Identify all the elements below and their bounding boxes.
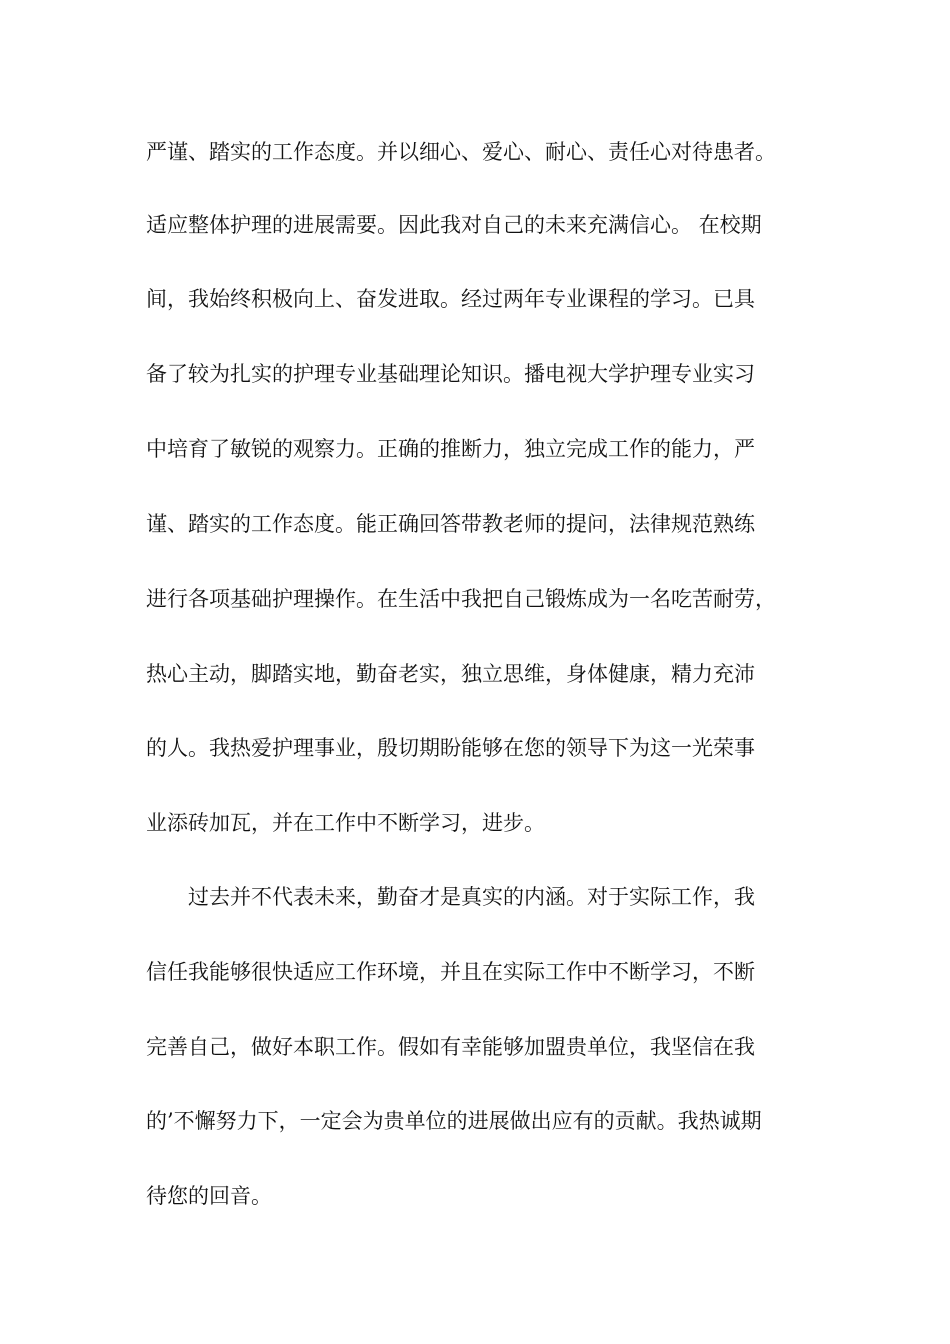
- text-line-14: 的’不懈努力下，一定会为贵单位的进展做出应有的贡献。我热诚期: [146, 1109, 762, 1133]
- text-line-15: 待您的回音。: [146, 1184, 272, 1208]
- text-line-10: 业添砖加瓦，并在工作中不断学习，进步。: [146, 811, 545, 835]
- text-line-7: 进行各项基础护理操作。在生活中我把自己锻炼成为一名吃苦耐劳，: [146, 587, 776, 611]
- text-line-6: 谨、踏实的工作态度。能正确回答带教老师的提问，法律规范熟练: [146, 512, 755, 536]
- text-line-11: 过去并不代表未来，勤奋才是真实的内涵。对于实际工作，我: [188, 885, 755, 909]
- text-line-4: 备了较为扎实的护理专业基础理论知识。播电视大学护理专业实习: [146, 362, 755, 386]
- text-line-9: 的人。我热爱护理事业，殷切期盼能够在您的领导下为这一光荣事: [146, 736, 755, 760]
- text-line-13: 完善自己，做好本职工作。假如有幸能够加盟贵单位，我坚信在我: [146, 1035, 755, 1059]
- text-line-12: 信任我能够很快适应工作环境，并且在实际工作中不断学习，不断: [146, 960, 755, 984]
- text-line-3: 间，我始终积极向上、奋发进取。经过两年专业课程的学习。已具: [146, 287, 755, 311]
- text-line-2: 适应整体护理的进展需要。因此我对自己的未来充满信心。 在校期: [146, 213, 762, 237]
- text-line-5: 中培育了敏锐的观察力。正确的推断力，独立完成工作的能力，严: [146, 437, 755, 461]
- text-line-1: 严谨、踏实的工作态度。并以细心、爱心、耐心、责任心对待患者。: [146, 140, 776, 164]
- text-line-8: 热心主动，脚踏实地，勤奋老实，独立思维，身体健康，精力充沛: [146, 662, 755, 686]
